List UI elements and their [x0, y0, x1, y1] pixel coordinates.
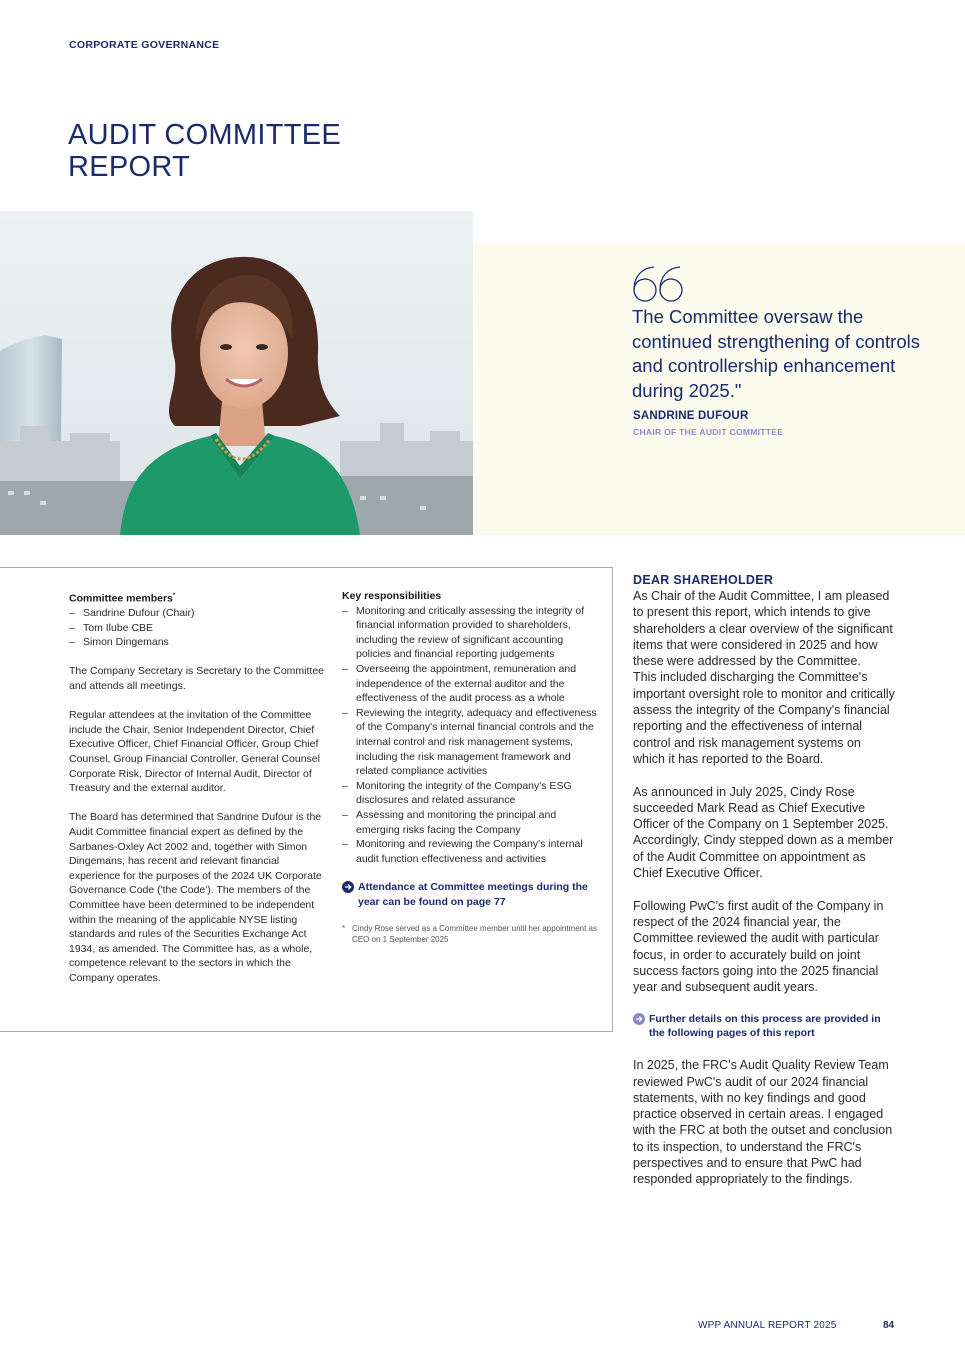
letter-paragraph-4: Following PwC's first audit of the Company in respect of the 2024 financial year, the Committee reviewed the audit with particular focus, in order to accurately build on joint success factors going into the 2025 financial year and subsequent audit years. — [633, 898, 884, 995]
responsibilities-list — [342, 604, 597, 867]
list-item: – Monitoring and reviewing the Company's internal audit function effectiveness and activities — [342, 837, 597, 866]
arrow-circle-icon — [633, 1013, 645, 1025]
list-item: – Assessing and monitoring the principal and emerging risks facing the Company — [342, 808, 597, 837]
key-responsibilities-heading: Key responsibilities — [342, 590, 442, 602]
list-item: – Monitoring the integrity of the Company's ESG disclosures and related assurance — [342, 779, 597, 808]
letter-paragraph-1: As Chair of the Audit Committee, I am pleased to present this report, which intends to give shareholders a clear overview of the significant items that were considered in 2025 and how these were addressed by the Committee. — [633, 589, 893, 669]
shareholder-letter — [633, 572, 895, 1188]
attendees-paragraph: Regular attendees at the invitation of the Committee include the Chair, Senior Independent Director, Chief Executive Officer, Chief Financial Officer, Group Chief Counsel, Group Financial Controller, General Counsel Corporate Risk, Director of Internal Audit, Director of Treasury and the external auditor. — [69, 709, 320, 795]
list-item: – Sandrine Dufour (Chair) — [69, 606, 327, 621]
financial-expert-paragraph: The Board has determined that Sandrine Dufour is the Audit Committee financial expert as defined by the Sarbanes-Oxley Act 2002 and, together with Simon Dingemans, has recent and relevant financial experience for the purposes of the 2024 UK Corporate Governance Code ('the Code'). The members of the Committee have been determined to be independent within the meaning of the applicable NYSE listing standards and rules of the Securities Exchange Act 1934, as amended. The Committee has, as a whole, competence relevant to the sectors in which the Company operates. — [69, 811, 322, 984]
footnote — [342, 923, 597, 945]
letter-heading: DEAR SHAREHOLDER — [633, 573, 774, 587]
portrait-illustration — [0, 211, 473, 535]
further-details-link[interactable] — [633, 1012, 895, 1041]
list-item: – Overseeing the appointment, remuneration and independence of the external auditor and the effectiveness of the audit process as a whole — [342, 662, 597, 706]
secretary-paragraph: The Company Secretary is Secretary to the Committee and attends all meetings. — [69, 665, 325, 693]
members-footnote-marker: * — [172, 593, 176, 599]
footnote-marker: * — [342, 924, 346, 934]
attendance-link[interactable] — [342, 880, 597, 909]
attendance-link-text: Attendance at Committee meetings during the year can be found on page 77 — [358, 881, 588, 908]
responsibilities-column — [342, 589, 597, 945]
quote-author-role: CHAIR OF THE AUDIT COMMITTEE — [633, 427, 784, 437]
pull-quote-text: The Committee oversaw the continued strengthening of controls and controllership enhancement during 2025." — [632, 306, 920, 401]
committee-column — [69, 589, 327, 986]
letter-paragraph-5: In 2025, the FRC's Audit Quality Review Team reviewed PwC's audit of our 2024 financial statements, with no key findings and good practice observed in certain areas. I engaged with the FRC at both the outset and conclusion to its inspection, to understand the FRC's perspectives and to ensure that PwC had responded appropriately to the findings. — [633, 1058, 893, 1187]
page-title-line-2: REPORT — [68, 151, 191, 183]
list-item: – Tom Ilube CBE — [69, 621, 327, 636]
letter-paragraph-3: As announced in July 2025, Cindy Rose succeeded Mark Read as Chief Executive Officer of the Company on 1 September 2025. Accordingly, Cindy stepped down as a member of the Audit Committee on appointment as Chief Executive Officer. — [633, 784, 894, 881]
page-title-line-1: AUDIT COMMITTEE — [68, 119, 342, 151]
quote-author: SANDRINE DUFOUR — [633, 410, 749, 422]
list-item: – Reviewing the integrity, adequacy and effectiveness of the Company's internal financial controls and the internal control and risk management systems, including the risk management framework and related compliance activities — [342, 706, 597, 779]
chair-portrait-photo — [0, 211, 473, 535]
arrow-circle-icon — [342, 881, 354, 893]
letter-paragraph-2: This included discharging the Committee's important oversight role to monitor and critically assess the integrity of the Company's financial reporting and the effectiveness of internal control and risk management systems on which it has reported to the Board. — [633, 670, 895, 766]
list-item: – Monitoring and critically assessing the integrity of financial information provided to shareholders, including the review of significant accounting policies and financial reporting judgements — [342, 604, 597, 662]
quote-mark-icon — [632, 266, 686, 302]
list-item: – Simon Dingemans — [69, 635, 327, 650]
committee-members-list — [69, 606, 327, 650]
committee-members-heading: Committee members* — [69, 592, 176, 605]
footer-report-name: WPP ANNUAL REPORT 2025 — [698, 1320, 837, 1331]
further-details-link-text: Further details on this process are provided in the following pages of this report — [649, 1012, 881, 1040]
page-number: 84 — [883, 1320, 895, 1331]
section-label: CORPORATE GOVERNANCE — [69, 39, 220, 51]
page-title — [68, 119, 341, 183]
footnote-text: Cindy Rose served as a Committee member until her appointment as CEO on 1 September 2025 — [352, 924, 597, 945]
